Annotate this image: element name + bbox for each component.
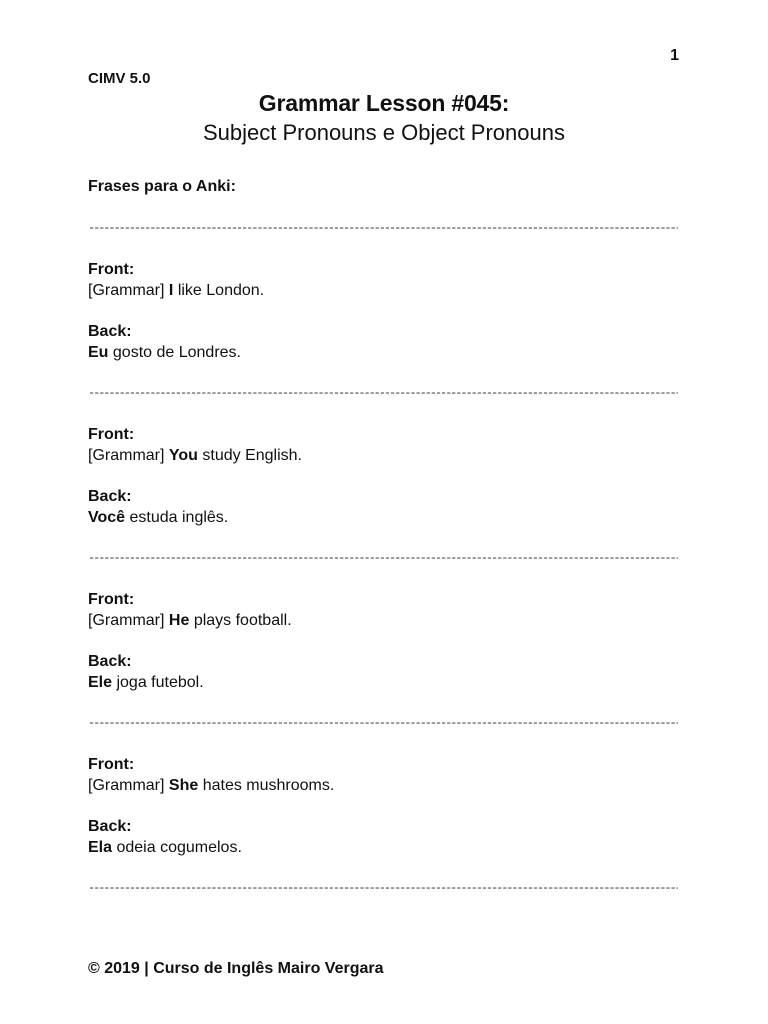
- flashcard: [88, 568, 678, 713]
- pronoun-english: She: [168, 777, 199, 794]
- grammar-tag: [Grammar]: [88, 282, 165, 299]
- flashcard: [88, 238, 678, 383]
- sentence-rest: gosto de Londres.: [112, 344, 241, 361]
- back-label: Back:: [88, 653, 132, 670]
- document-code: CIMV 5.0: [88, 70, 151, 87]
- copyright-footer: © 2019 | Curso de Inglês Mairo Vergara: [88, 960, 384, 977]
- back-label: Back:: [88, 488, 132, 505]
- dashed-separator: [88, 383, 678, 403]
- dashed-separator: [88, 713, 678, 733]
- pronoun-portuguese: Eu: [88, 344, 109, 361]
- front-sentence: [88, 280, 678, 301]
- page-number: 1: [670, 47, 679, 64]
- back-sentence: [88, 837, 678, 858]
- flashcard: [88, 733, 678, 878]
- sentence-rest: estuda inglês.: [129, 509, 229, 526]
- flashcard: [88, 403, 678, 548]
- back-label: Back:: [88, 323, 132, 340]
- dashed-separator: [88, 218, 678, 238]
- flashcard-list: [88, 218, 678, 898]
- pronoun-english: He: [168, 612, 190, 629]
- grammar-tag: [Grammar]: [88, 447, 165, 464]
- section-heading: Frases para o Anki:: [88, 178, 236, 195]
- back-label: Back:: [88, 818, 132, 835]
- dashed-separator: [88, 878, 678, 898]
- grammar-tag: [Grammar]: [88, 612, 165, 629]
- front-sentence: [88, 775, 678, 796]
- lesson-subtitle: Subject Pronouns e Object Pronouns: [202, 120, 565, 145]
- pronoun-portuguese: Ela: [88, 839, 113, 856]
- back-sentence: [88, 342, 678, 363]
- pronoun-english: You: [168, 447, 198, 464]
- front-label: Front:: [88, 756, 135, 773]
- front-label: Front:: [88, 426, 135, 443]
- front-sentence: [88, 445, 678, 466]
- pronoun-portuguese: Ele: [88, 674, 113, 691]
- front-sentence: [88, 610, 678, 631]
- dashed-separator: [88, 548, 678, 568]
- front-label: Front:: [88, 261, 135, 278]
- pronoun-portuguese: Você: [88, 509, 126, 526]
- sentence-rest: hates mushrooms.: [202, 777, 335, 794]
- sentence-rest: study English.: [202, 447, 302, 464]
- pronoun-english: I: [168, 282, 174, 299]
- sentence-rest: like London.: [177, 282, 265, 299]
- back-sentence: [88, 507, 678, 528]
- lesson-title: Grammar Lesson #045:: [258, 90, 510, 116]
- grammar-tag: [Grammar]: [88, 777, 165, 794]
- front-label: Front:: [88, 591, 135, 608]
- sentence-rest: joga futebol.: [116, 674, 204, 691]
- back-sentence: [88, 672, 678, 693]
- sentence-rest: plays football.: [193, 612, 292, 629]
- sentence-rest: odeia cogumelos.: [116, 839, 242, 856]
